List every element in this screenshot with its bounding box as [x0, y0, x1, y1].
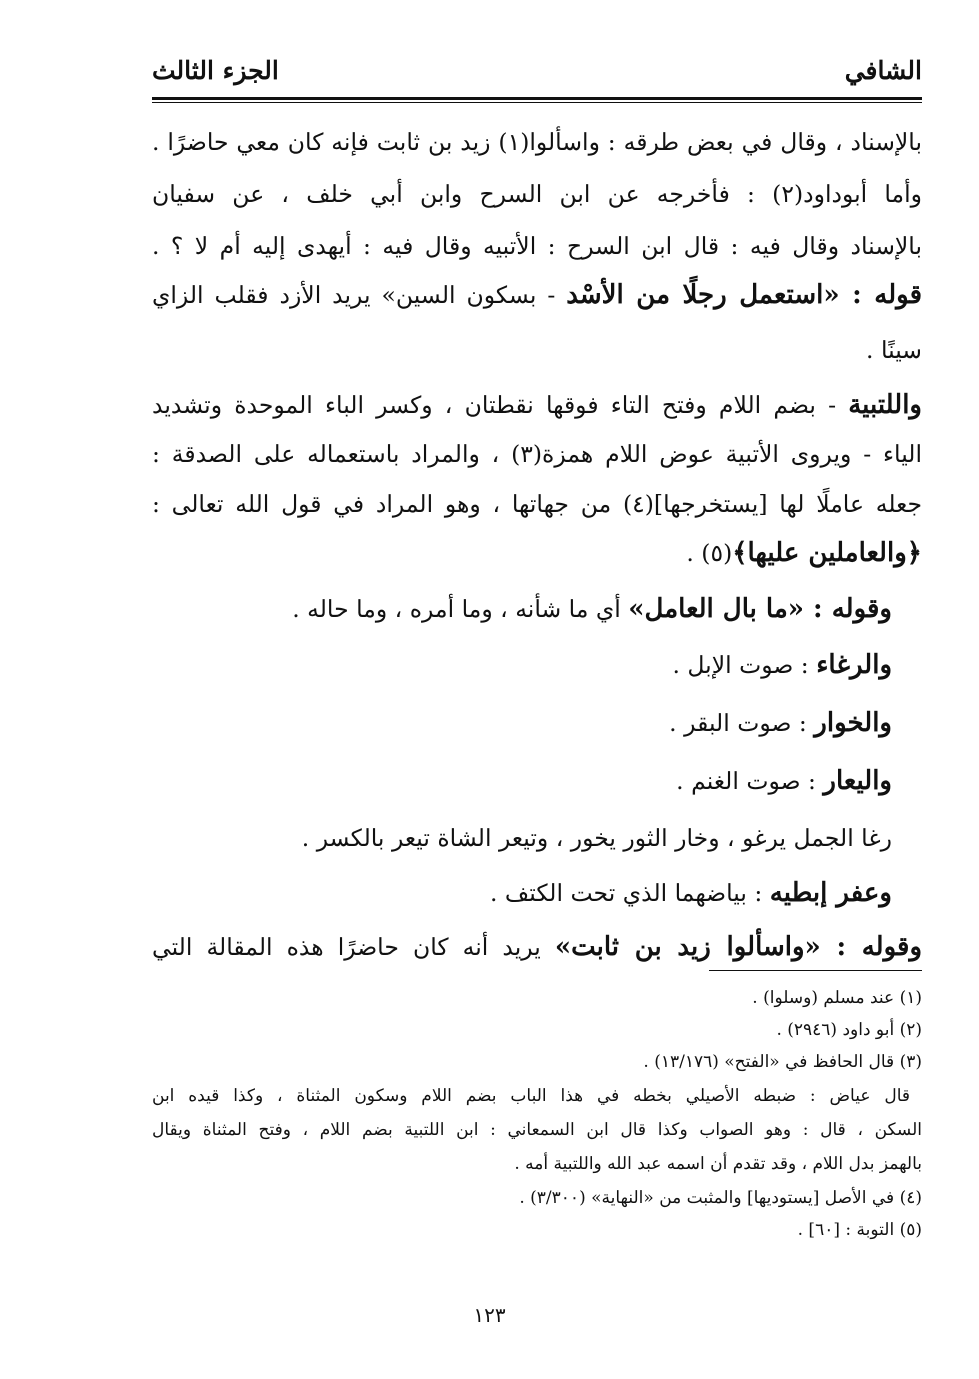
- text-line: وقوله : «ما بال العامل» أي ما شأنه ، وما أمره ، وما حاله .: [292, 594, 892, 624]
- text-line: ﴿والعاملين عليها﴾(٥) .: [686, 538, 922, 568]
- text-line: الياء - ويروى الأتبية عوض اللام همزة(٣) ، والمراد باستعماله على الصدقة :: [152, 440, 922, 468]
- bold-lemma: وعفر إبطيه: [769, 878, 892, 908]
- text-line: وقوله : «واسألوا زيد بن ثابت» يريد أنه كان حاضرًا هذه المقالة التي: [152, 932, 923, 962]
- footnote: (١) عند مسلم (وسلوا) .: [752, 988, 922, 1008]
- text-line: رغا الجمل يرغو ، وخار الثور يخور ، وتيعر الشاة تيعر بالكسر .: [301, 824, 892, 852]
- text-line: سينًا .: [866, 336, 922, 364]
- bold-lemma: واللتبية: [848, 390, 922, 420]
- footnote-separator: [709, 970, 922, 971]
- footnote: (٢) أبو داود (٢٩٤٦) .: [776, 1020, 922, 1040]
- text-line: والخوار : صوت البقر .: [669, 708, 892, 738]
- footnote: (٣) قال الحافظ في «الفتح» (١٣/١٧٦) .: [643, 1052, 922, 1072]
- book-title: الشافي: [844, 56, 922, 85]
- footnote-continuation: السكن ، قال : وهو الصواب وكذا قال ابن السمعاني : ابن اللتبية بضم اللام ، وفتح المثناة ويقال: [152, 1120, 922, 1140]
- text-line: والرغاء : صوت الإبل .: [672, 650, 892, 680]
- text-line: واليعار : صوت الغنم .: [676, 766, 892, 796]
- text-line: وأما أبوداود(٢) : فأخرجه عن ابن السرح وابن أبي خلف ، عن سفيان: [152, 180, 922, 208]
- text-line: جعله عاملًا لها [يستخرجها](٤) من جهاتها ، وهو المراد في قول الله تعالى :: [152, 490, 922, 518]
- bold-lemma: وقوله : «واسألوا زيد بن ثابت»: [554, 932, 923, 962]
- footnote: (٥) التوبة : [٦٠] .: [797, 1220, 922, 1240]
- page-number: ١٢٣: [473, 1303, 506, 1327]
- bold-lemma: والخوار: [814, 708, 892, 738]
- text-line: بالإسناد وقال فيه : قال ابن السرح : الأتبيه وقال فيه : أيهدى إليه أم لا ؟ .: [152, 232, 922, 260]
- footnote-continuation: قال عياض : ضبطه الأصيلي بخطه في هذا الباب بضم اللام وسكون المثناة ، وكذا قيده ابن: [152, 1086, 910, 1106]
- text-line: قوله : «استعمل رجلًا من الأسْد - بسكون السين» يريد الأزد فقلب الزاي: [152, 280, 922, 310]
- text-line: وعفر إبطيه : بياضهما الذي تحت الكتف .: [489, 878, 892, 908]
- header-rule-thin: [152, 102, 922, 103]
- text-line: بالإسناد ، وقال في بعض طرقه : واسألوا(١) زيد بن ثابت فإنه كان معي حاضرًا .: [152, 128, 922, 156]
- text-line: واللتبية - بضم اللام وفتح التاء فوقها نقطتان ، وكسر الباء الموحدة وتشديد: [152, 390, 922, 420]
- bold-lemma: وقوله : «ما بال العامل»: [628, 594, 892, 624]
- quran-quote: ﴿والعاملين عليها﴾: [732, 538, 922, 568]
- header-rule-thick: [152, 97, 922, 100]
- running-header: [152, 52, 922, 96]
- volume-title: الجزء الثالث: [152, 56, 279, 85]
- footnote-continuation: بالهمز بدل اللام ، وقد تقدم أن اسمه عبد الله واللتبية أمه .: [514, 1154, 922, 1174]
- bold-lemma: والرغاء: [816, 650, 892, 680]
- bold-lemma: قوله : «استعمل رجلًا من الأسْد: [566, 280, 922, 310]
- footnote: (٤) في الأصل [يستوديها] والمثبت من «النهاية» (٣/٣٠٠) .: [519, 1188, 922, 1208]
- bold-lemma: واليعار: [823, 766, 892, 796]
